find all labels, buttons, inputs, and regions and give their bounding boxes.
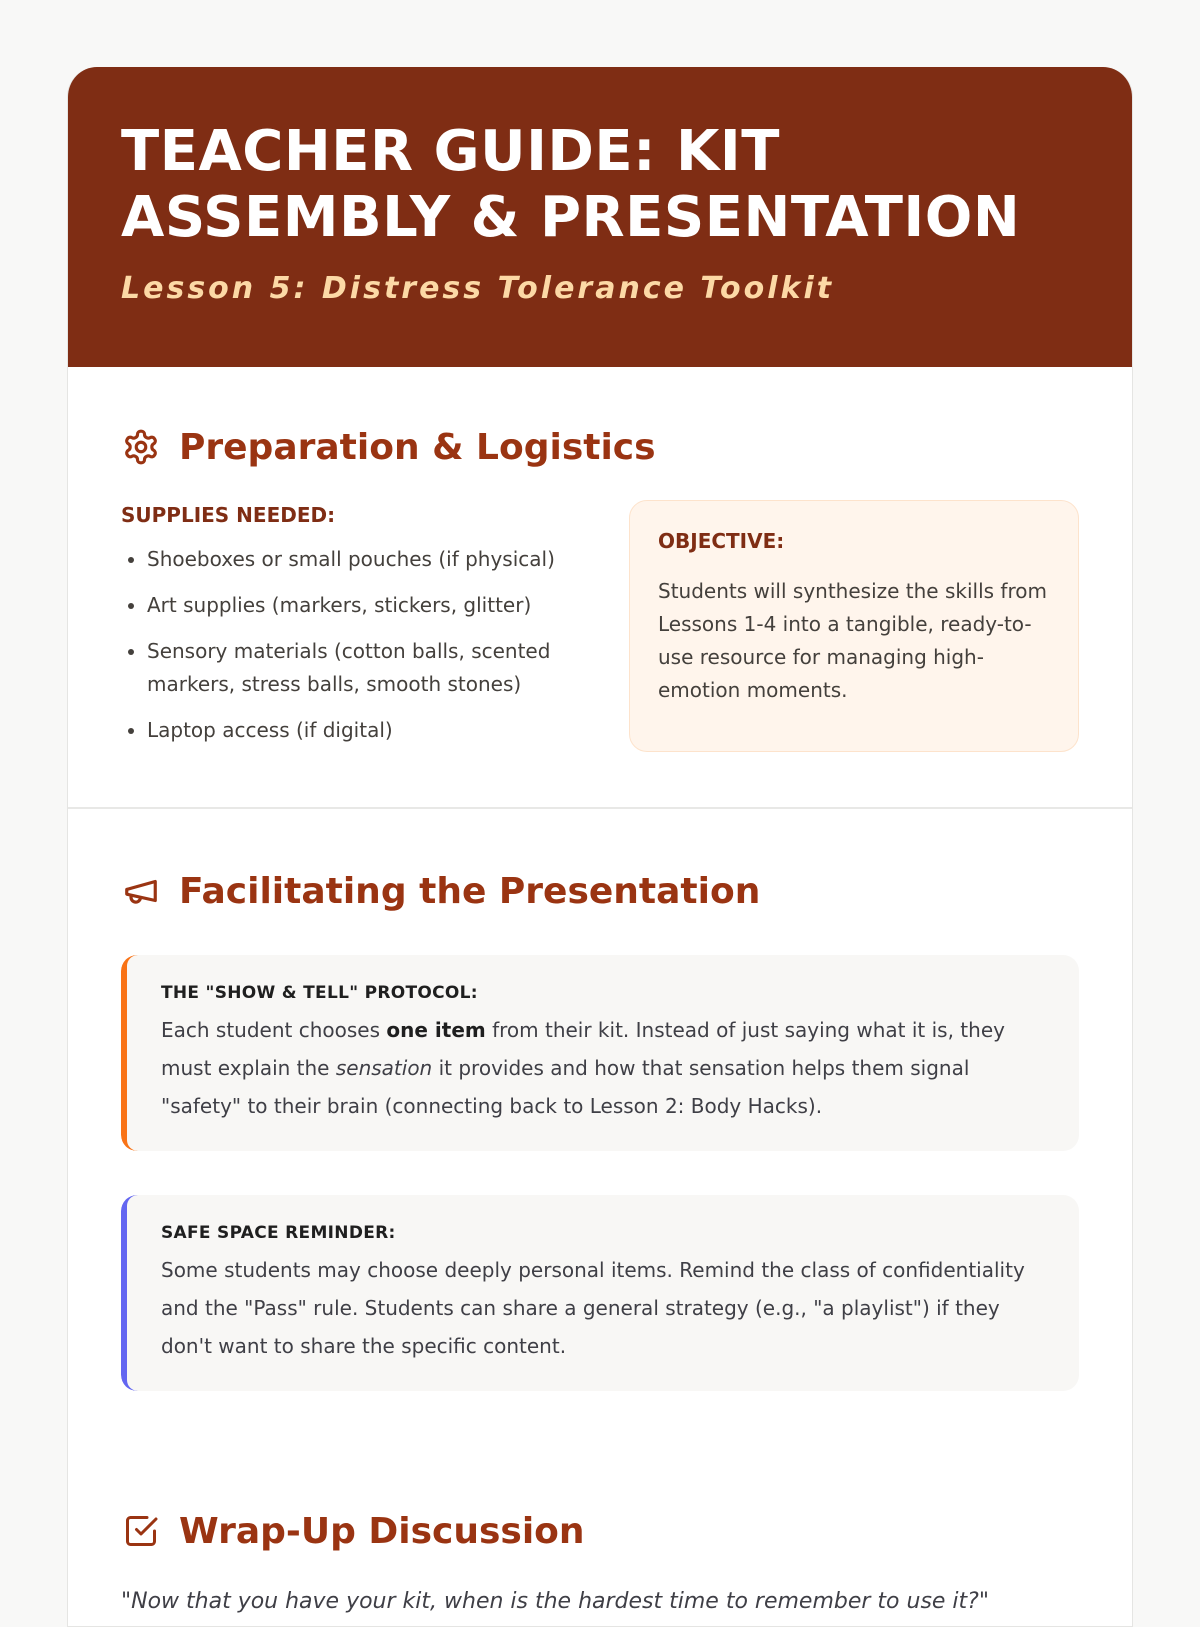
header bbox=[68, 67, 1132, 367]
supplies-label: SUPPLIES NEEDED: bbox=[121, 503, 336, 527]
preparation-section bbox=[68, 367, 1132, 809]
preparation-heading bbox=[121, 425, 656, 469]
wrapup-heading bbox=[121, 1509, 585, 1553]
checkbox-icon bbox=[121, 1511, 161, 1551]
show-tell-text bbox=[161, 1011, 1039, 1125]
preparation-title: Preparation & Logistics bbox=[179, 426, 656, 468]
list-item: • Laptop access (if digital) bbox=[147, 714, 591, 747]
objective-box bbox=[629, 500, 1079, 752]
wrapup-title: Wrap-Up Discussion bbox=[179, 1510, 585, 1552]
supplies-column bbox=[121, 503, 591, 760]
wrapup-section bbox=[68, 1509, 1132, 1627]
page-title bbox=[121, 119, 1079, 251]
show-tell-label: THE "SHOW & TELL" PROTOCOL: bbox=[161, 983, 478, 1003]
text-segment: Each student chooses bbox=[161, 1018, 387, 1042]
objective-text: Students will synthesize the skills from Lessons 1-4 into a tangible, ready-to-use resource for managing high-emotion moments. bbox=[658, 579, 1047, 702]
show-tell-callout bbox=[121, 955, 1079, 1151]
safe-space-callout bbox=[121, 1195, 1079, 1391]
accent-bar bbox=[121, 1195, 138, 1391]
megaphone-icon bbox=[121, 871, 161, 911]
safe-space-label: SAFE SPACE REMINDER: bbox=[161, 1223, 396, 1243]
accent-bar bbox=[121, 955, 138, 1151]
objective-label: OBJECTIVE: bbox=[658, 529, 785, 553]
wrapup-quote: "Now that you have your kit, when is the hardest time to remember to use it?" bbox=[121, 1589, 989, 1614]
text-segment: it provides and how that sensation helps them signal "safety" to their brain (connecting back to Lesson 2: Body Hacks). bbox=[161, 1056, 970, 1118]
list-item: • Art supplies (markers, stickers, glitter) bbox=[147, 589, 591, 622]
page-subtitle: Lesson 5: Distress Tolerance Toolkit bbox=[121, 271, 835, 306]
gear-icon bbox=[121, 427, 161, 467]
title-line-1: TEACHER GUIDE: KIT bbox=[121, 119, 780, 184]
supplies-list bbox=[121, 543, 591, 747]
italic-text: sensation bbox=[335, 1056, 433, 1080]
bold-text: one item bbox=[386, 1018, 486, 1042]
text-segment: from their kit. Instead of just saying what it is, they must explain the bbox=[161, 1018, 1005, 1080]
presentation-heading bbox=[121, 869, 760, 913]
safe-space-text: Some students may choose deeply personal items. Remind the class of confidentiality and the "Pass" rule. Students can share a general strategy (e.g., "a playlist") if they don't want to share the specific content. bbox=[161, 1258, 1025, 1358]
list-item: • Sensory materials (cotton balls, scented markers, stress balls, smooth stones) bbox=[147, 635, 591, 701]
list-item: • Shoeboxes or small pouches (if physical) bbox=[147, 543, 591, 576]
guide-card bbox=[67, 67, 1133, 1627]
title-line-2: ASSEMBLY & PRESENTATION bbox=[121, 185, 1021, 250]
presentation-title: Facilitating the Presentation bbox=[179, 870, 761, 912]
presentation-section bbox=[68, 809, 1132, 1509]
